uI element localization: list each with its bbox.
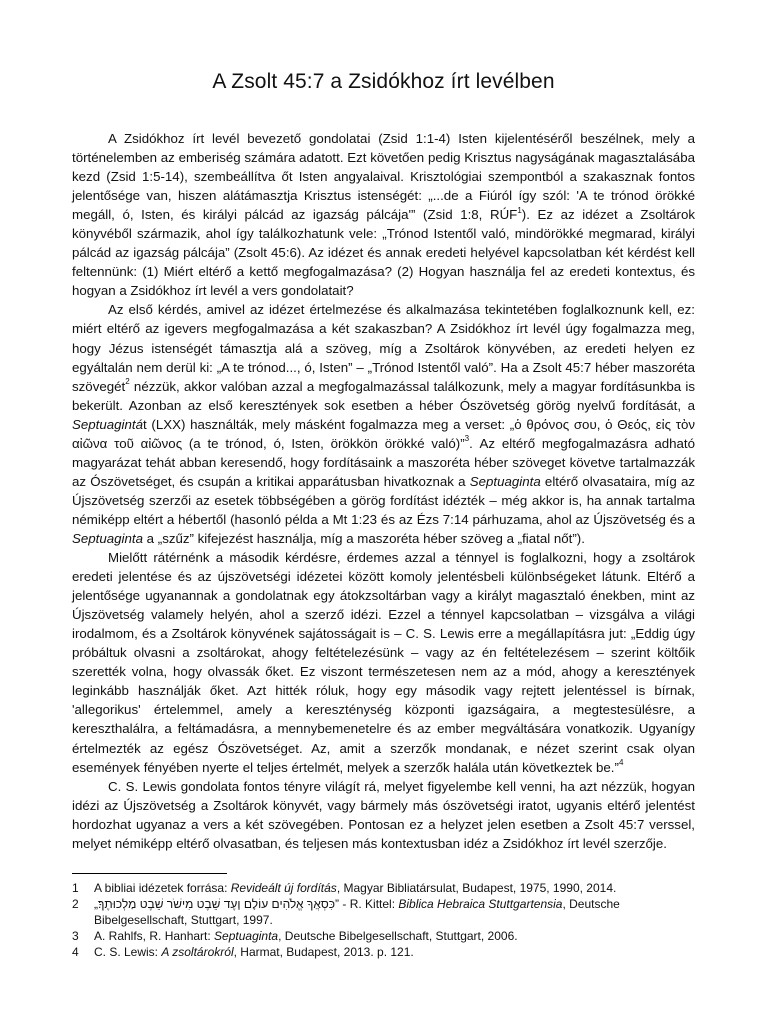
paragraph-3 <box>72 548 695 777</box>
footnote-title: Biblica Hebraica Stuttgartensia <box>398 897 563 911</box>
footnote-text <box>94 928 695 944</box>
footnote-number: 2 <box>72 897 79 911</box>
footnote-title: A zsoltárokról <box>161 945 234 959</box>
paragraph-text: a „szűz” kifejezést használja, míg a maszoréta héber szöveg a „fiatal nőt”). <box>142 530 585 546</box>
footnote-number: 4 <box>72 945 79 959</box>
footnote-text <box>94 880 695 896</box>
footnote-1 <box>72 880 695 896</box>
footnote-text-part: C. S. Lewis: <box>94 945 162 959</box>
footnote-number: 1 <box>72 881 79 895</box>
page-title: A Zsolt 45:7 a Zsidókhoz írt levélben <box>212 70 555 93</box>
footnote-number: 3 <box>72 929 79 943</box>
footnote-text <box>94 944 695 960</box>
document-page <box>72 0 695 1024</box>
footnote-title: Revideált új fordítás <box>230 881 337 895</box>
footnote-text-part: , Deutsche Bibelgesellschaft, Stuttgart, 1997. <box>94 897 620 927</box>
paragraph-text: Mielőtt rátérnénk a második kérdésre, érdemes azzal a ténnyel is foglalkozni, hogy a zsoltárok eredeti jelentése és az újszövetségi idézetei között komoly jelentésbeli különbségeket látunk. Eltérő a jelentősége ugyanannak a gondolatnak egy átokzsoltárban vagy a királyt magasztaló énekben, mint az Újszövetség valamely helyén, ahol a szerző idézi. Ezzel a ténnyel kapcsolatban – vizsgálva a világi irodalmom, és a Zsoltárok könyvének sajátosságait is – C. S. Lewis erre a megállapításra jut: „Eddig úgy próbáltuk olvasni a zsoltárokat, ahogy feltételezésünk – vagy az én feltételezésem – szerint költőik szerették volna, hogy olvassák őket. Ez viszont természetesen nem az a mód, ahogy a keresztények leginkább használják őket. Azt hitték róluk, hogy egy második vagy rejtett jelentéssel is bírnak, 'allegorikus' értelemmel, amely a kereszténység központi igazságaira, a megtestesülésre, a kereszthalálra, a feltámadásra, a mennybemenetelre és az ember megváltására vonatkozik. Ugyanígy értelmezték az egész Ószövetséget. Az, amit a szerzők mondanak, e nézet szerint csak olyan események fényében nyerte el teljes értelmét, melyek a szerzők halála után következtek be.” <box>72 550 695 775</box>
footnote-text <box>94 896 695 928</box>
paragraph-text: nézzük, akkor valóban azzal a megfogalmazással találkozunk, mely a magyar fordításunkba is bekerült. Azonban az első keresztények sok esetben a héber Ószövetség görög nyelvű fordítását, a <box>72 378 695 413</box>
footnote-text-part: , Magyar Bibliatársulat, Budapest, 1975, 1990, 2014. <box>336 881 617 895</box>
footnote-ref-3[interactable]: 3 <box>464 434 470 444</box>
footnote-ref-2[interactable]: 2 <box>125 377 130 387</box>
paragraph-2 <box>72 300 695 548</box>
footnote-4 <box>72 944 695 960</box>
paragraph-text: C. S. Lewis gondolata fontos tényre világít rá, melyet figyelembe kell venni, ha azt nézzük, hogyan idézi az Újszövetség a Zsoltárok könyvét, vagy bármely más ószövetségi iratot, ugyanis eltérő jelentést hordozhat ugyanaz a vers a két szövegében. Pontosan ez a helyzet jelen esetben a Zsolt 45:7 verssel, melyet némiképp eltérő olvasatban, és teljesen más kontextusban idéz a Zsidókhoz írt levél szerzője. <box>72 778 695 851</box>
paragraph-text: Az első kérdés, amivel az idézet értelmezése és alkalmazása tekintetében foglalkoznunk kell, ez: miért eltérő az igevers megfogalmazása a két szakaszban? A Zsidókhoz írt levél úgy fogalmazza meg, hogy Jézus istenségét támasztja alá a szöveg, míg a Zsoltárok könyvében, az eredeti helyen ez egyáltalán nem derül ki: „A te trónod..., ó, Isten” – „Trónod Istentől való”. Ha a Zsolt 45:7 héber maszoréta szövegét <box>72 302 695 394</box>
paragraph-text: . Az eltérő megfogalmazásra adható magyarázat tehát abban keresendő, hogy fordításaink a maszoréta héber szöveget követve tartalmazzák az Ószövetséget, és csupán a kritikai apparátusban hivatkoznak a <box>72 435 695 489</box>
body-text <box>72 129 695 853</box>
footnote-text-part: A. Rahlfs, R. Hanhart: <box>94 929 215 943</box>
footnote-divider <box>72 873 227 874</box>
paragraph-1 <box>72 129 695 300</box>
footnote-text-part: „כִּסְאֲךָ אֱלֹהִים עוֹלָם וָעֶד שֵׁבֶט מִישֹׁר שֵׁבֶט מַלְכוּתֶךָ׃” - R. Kittel: <box>94 897 399 911</box>
footnote-text-part: , Deutsche Bibelgesellschaft, Stuttgart, 2006. <box>278 929 518 943</box>
footnote-ref-4[interactable]: 4 <box>618 758 624 768</box>
paragraph-text: A Zsidókhoz írt levél bevezető gondolatai (Zsid 1:1-4) Isten kijelentéséről beszélnek, mely a történelemben az emberiség számára adatott. Ezt követően pedig Krisztus nagyságának magasztalásába kezd (Zsid 1:5-14), szembeállítva őt Isten angyalaival. Krisztológiai szempontból a szakasznak fontos jelentősége van, hiszen alátámasztja Krisztus istenségét: „...de a Fiúról így szól: 'A te trónod örökké megáll, ó, Isten, és királyi pálcád az igazság pálcája'” (Zsid 1:8, RÚF <box>72 131 695 223</box>
italic-term: Septuaginta <box>72 530 143 546</box>
paragraph-text: ). Ez az idézet a Zsoltárok könyvéből származik, ahol így találkozhatunk vele: „Trónod Istentől való, mindörökké megmarad, királyi pálcád az igazság pálcája” (Zsolt 45:6). Az idézet és annak eredeti helyével kapcsolatban két kérdést kell feltennünk: (1) Miért eltérő a kettő megfogalmazása? (2) Hogyan használja fel az eredeti kontextus, és hogyan a Zsidókhoz írt levél a vers gondolatait? <box>72 207 695 299</box>
paragraph-text: eltérő olvasataira, míg az Újszövetség szerzői az esetek többségében a görög fordítást idézték – még akkor is, ha annak tartalma némiképp eltért a hébertől (hasonló példa a Mt 1:23 és az Ézs 7:14 párhuzama, ahol az Újszövetség és a <box>72 473 695 527</box>
footnote-ref-1[interactable]: 1 <box>517 205 522 215</box>
footnote-title: Septuaginta <box>214 929 279 943</box>
italic-term: Septuaginta <box>469 473 541 489</box>
paragraph-4 <box>72 777 695 853</box>
footnote-2 <box>72 896 695 928</box>
footnote-text-part: , Harmat, Budapest, 2013. p. 121. <box>233 945 414 959</box>
footnote-3 <box>72 928 695 944</box>
footnote-text-part: A bibliai idézetek forrása: <box>94 881 231 895</box>
footnotes <box>72 880 695 960</box>
paragraph-text: t (LXX) használták, mely másként fogalmazza meg a verset: „ὁ θρόνος σου, ὁ Θεός, εἰς τὸν αἰῶνα τοῦ αἰῶνος (a te trónod, ó, Isten, örökkön örökké való)” <box>72 416 695 451</box>
italic-term: Septuagintá <box>72 416 143 432</box>
